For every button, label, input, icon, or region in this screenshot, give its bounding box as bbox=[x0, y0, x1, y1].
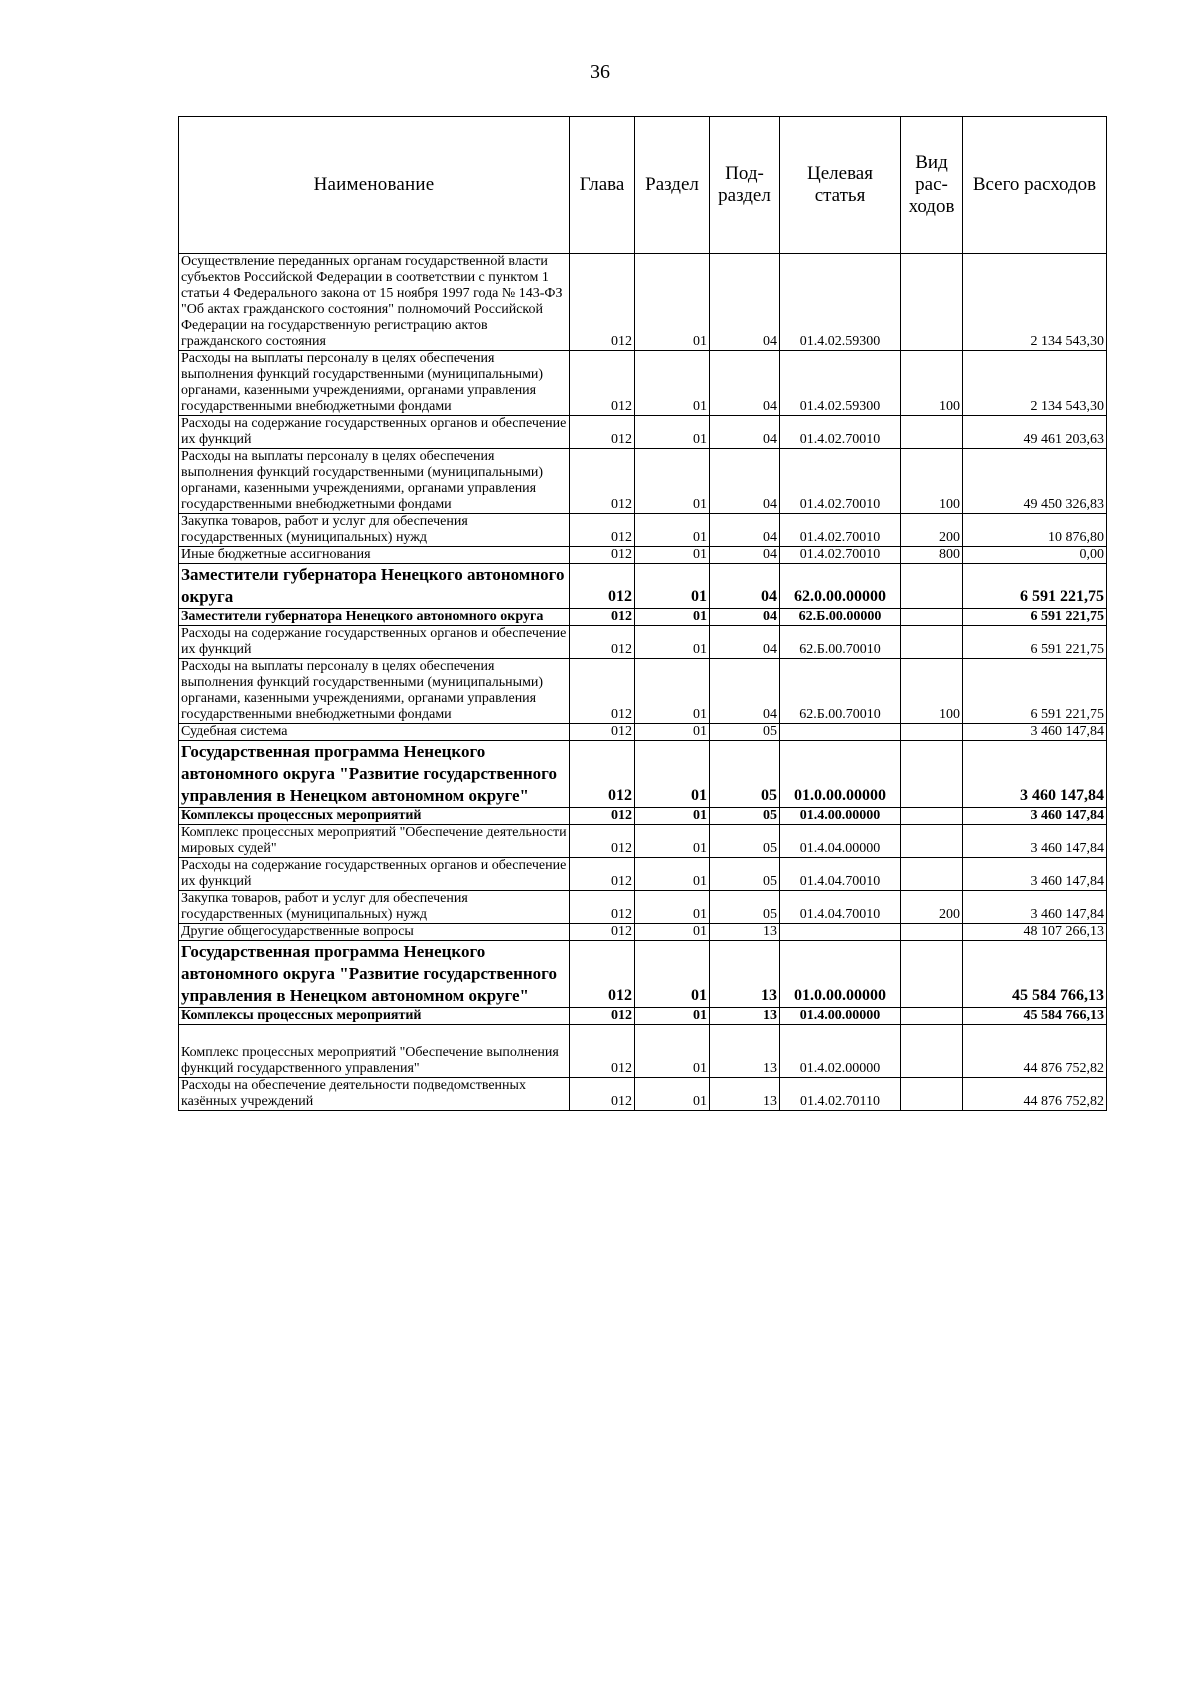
cell-target: 01.4.02.00000 bbox=[780, 1025, 901, 1078]
cell-target: 01.0.00.00000 bbox=[780, 941, 901, 1008]
cell-name: Заместители губернатора Ненецкого автономного округа bbox=[179, 609, 570, 626]
cell-total: 45 584 766,13 bbox=[963, 1008, 1107, 1025]
cell-subsection: 04 bbox=[710, 254, 780, 351]
table-row bbox=[179, 547, 1107, 564]
cell-total: 45 584 766,13 bbox=[963, 941, 1107, 1008]
cell-expense-type: 100 bbox=[901, 659, 963, 724]
cell-subsection: 13 bbox=[710, 1008, 780, 1025]
cell-subsection: 05 bbox=[710, 858, 780, 891]
cell-expense-type bbox=[901, 858, 963, 891]
cell-name: Расходы на содержание государственных органов и обеспечение их функций bbox=[179, 626, 570, 659]
cell-chapter: 012 bbox=[570, 825, 635, 858]
cell-name: Заместители губернатора Ненецкого автономного округа bbox=[179, 564, 570, 609]
cell-expense-type bbox=[901, 741, 963, 808]
cell-chapter: 012 bbox=[570, 724, 635, 741]
cell-chapter: 012 bbox=[570, 1078, 635, 1111]
cell-target bbox=[780, 924, 901, 941]
cell-subsection: 05 bbox=[710, 808, 780, 825]
table-row bbox=[179, 626, 1107, 659]
cell-chapter: 012 bbox=[570, 941, 635, 1008]
cell-section: 01 bbox=[635, 924, 710, 941]
table-row bbox=[179, 825, 1107, 858]
cell-subsection: 04 bbox=[710, 514, 780, 547]
table-row bbox=[179, 449, 1107, 514]
cell-total: 48 107 266,13 bbox=[963, 924, 1107, 941]
table-row bbox=[179, 858, 1107, 891]
cell-target: 01.0.00.00000 bbox=[780, 741, 901, 808]
cell-section: 01 bbox=[635, 724, 710, 741]
cell-target: 62.Б.00.00000 bbox=[780, 609, 901, 626]
cell-chapter: 012 bbox=[570, 254, 635, 351]
cell-expense-type: 200 bbox=[901, 891, 963, 924]
cell-chapter: 012 bbox=[570, 547, 635, 564]
cell-total: 2 134 543,30 bbox=[963, 254, 1107, 351]
cell-name: Судебная система bbox=[179, 724, 570, 741]
cell-chapter: 012 bbox=[570, 924, 635, 941]
cell-total: 6 591 221,75 bbox=[963, 564, 1107, 609]
cell-total: 49 461 203,63 bbox=[963, 416, 1107, 449]
cell-subsection: 13 bbox=[710, 1078, 780, 1111]
cell-section: 01 bbox=[635, 825, 710, 858]
cell-expense-type bbox=[901, 564, 963, 609]
cell-subsection: 04 bbox=[710, 449, 780, 514]
table-row bbox=[179, 609, 1107, 626]
cell-name: Комплекс процессных мероприятий "Обеспечение деятельности мировых судей" bbox=[179, 825, 570, 858]
cell-target: 01.4.04.00000 bbox=[780, 825, 901, 858]
cell-section: 01 bbox=[635, 1008, 710, 1025]
cell-name: Закупка товаров, работ и услуг для обеспечения государственных (муниципальных) нужд bbox=[179, 891, 570, 924]
cell-chapter: 012 bbox=[570, 858, 635, 891]
cell-total: 49 450 326,83 bbox=[963, 449, 1107, 514]
table-row bbox=[179, 924, 1107, 941]
header-target: Целевая статья bbox=[780, 117, 901, 254]
table-body bbox=[179, 254, 1107, 1111]
cell-subsection: 05 bbox=[710, 825, 780, 858]
cell-target: 62.Б.00.70010 bbox=[780, 626, 901, 659]
table-row bbox=[179, 514, 1107, 547]
cell-total: 3 460 147,84 bbox=[963, 741, 1107, 808]
cell-expense-type: 800 bbox=[901, 547, 963, 564]
cell-section: 01 bbox=[635, 514, 710, 547]
cell-name: Расходы на обеспечение деятельности подведомственных казённых учреждений bbox=[179, 1078, 570, 1111]
cell-name: Комплекс процессных мероприятий "Обеспечение выполнения функций государственного управления" bbox=[179, 1025, 570, 1078]
cell-total: 6 591 221,75 bbox=[963, 626, 1107, 659]
table-row bbox=[179, 891, 1107, 924]
table-row bbox=[179, 254, 1107, 351]
cell-target: 01.4.00.00000 bbox=[780, 808, 901, 825]
cell-subsection: 04 bbox=[710, 547, 780, 564]
cell-name: Государственная программа Ненецкого автономного округа "Развитие государственного управления в Ненецком автономном округе" bbox=[179, 941, 570, 1008]
cell-section: 01 bbox=[635, 1078, 710, 1111]
cell-expense-type bbox=[901, 254, 963, 351]
cell-chapter: 012 bbox=[570, 1025, 635, 1078]
cell-name: Комплексы процессных мероприятий bbox=[179, 1008, 570, 1025]
table-row bbox=[179, 564, 1107, 609]
cell-section: 01 bbox=[635, 547, 710, 564]
cell-target: 01.4.04.70010 bbox=[780, 858, 901, 891]
cell-chapter: 012 bbox=[570, 609, 635, 626]
cell-subsection: 04 bbox=[710, 416, 780, 449]
cell-section: 01 bbox=[635, 351, 710, 416]
cell-subsection: 05 bbox=[710, 741, 780, 808]
cell-name: Расходы на выплаты персоналу в целях обеспечения выполнения функций государственными (муниципальными) органами, казенными учреждениями, органами управления государственными внебюджетными фондами bbox=[179, 351, 570, 416]
cell-section: 01 bbox=[635, 659, 710, 724]
cell-chapter: 012 bbox=[570, 351, 635, 416]
table-row bbox=[179, 724, 1107, 741]
header-total: Всего расходов bbox=[963, 117, 1107, 254]
cell-section: 01 bbox=[635, 741, 710, 808]
cell-total: 6 591 221,75 bbox=[963, 609, 1107, 626]
cell-subsection: 04 bbox=[710, 351, 780, 416]
cell-expense-type bbox=[901, 825, 963, 858]
cell-total: 3 460 147,84 bbox=[963, 808, 1107, 825]
cell-section: 01 bbox=[635, 808, 710, 825]
cell-subsection: 04 bbox=[710, 659, 780, 724]
cell-section: 01 bbox=[635, 891, 710, 924]
cell-name: Другие общегосударственные вопросы bbox=[179, 924, 570, 941]
cell-expense-type bbox=[901, 1008, 963, 1025]
cell-target: 01.4.02.59300 bbox=[780, 351, 901, 416]
cell-total: 6 591 221,75 bbox=[963, 659, 1107, 724]
header-name: Наименование bbox=[179, 117, 570, 254]
cell-name: Расходы на содержание государственных органов и обеспечение их функций bbox=[179, 416, 570, 449]
table-row bbox=[179, 808, 1107, 825]
cell-name: Государственная программа Ненецкого автономного округа "Развитие государственного управления в Ненецком автономном округе" bbox=[179, 741, 570, 808]
cell-chapter: 012 bbox=[570, 626, 635, 659]
cell-expense-type bbox=[901, 609, 963, 626]
cell-target: 01.4.04.70010 bbox=[780, 891, 901, 924]
cell-target: 01.4.02.70010 bbox=[780, 514, 901, 547]
cell-total: 3 460 147,84 bbox=[963, 858, 1107, 891]
cell-name: Расходы на выплаты персоналу в целях обеспечения выполнения функций государственными (муниципальными) органами, казенными учреждениями, органами управления государственными внебюджетными фондами bbox=[179, 659, 570, 724]
cell-section: 01 bbox=[635, 858, 710, 891]
table-row bbox=[179, 741, 1107, 808]
cell-target: 01.4.00.00000 bbox=[780, 1008, 901, 1025]
cell-section: 01 bbox=[635, 626, 710, 659]
cell-section: 01 bbox=[635, 416, 710, 449]
table-header-row bbox=[179, 117, 1107, 254]
cell-subsection: 13 bbox=[710, 941, 780, 1008]
cell-chapter: 012 bbox=[570, 741, 635, 808]
cell-subsection: 04 bbox=[710, 609, 780, 626]
cell-expense-type bbox=[901, 416, 963, 449]
cell-expense-type bbox=[901, 941, 963, 1008]
cell-total: 10 876,80 bbox=[963, 514, 1107, 547]
table-row bbox=[179, 1025, 1107, 1078]
cell-subsection: 04 bbox=[710, 564, 780, 609]
cell-section: 01 bbox=[635, 564, 710, 609]
cell-subsection: 04 bbox=[710, 626, 780, 659]
cell-name: Закупка товаров, работ и услуг для обеспечения государственных (муниципальных) нужд bbox=[179, 514, 570, 547]
cell-expense-type bbox=[901, 808, 963, 825]
header-subsection: Под- раздел bbox=[710, 117, 780, 254]
cell-expense-type bbox=[901, 924, 963, 941]
cell-target: 01.4.02.70110 bbox=[780, 1078, 901, 1111]
cell-subsection: 05 bbox=[710, 891, 780, 924]
cell-subsection: 13 bbox=[710, 924, 780, 941]
cell-chapter: 012 bbox=[570, 659, 635, 724]
cell-chapter: 012 bbox=[570, 564, 635, 609]
table-row bbox=[179, 659, 1107, 724]
cell-target: 01.4.02.59300 bbox=[780, 254, 901, 351]
cell-total: 44 876 752,82 bbox=[963, 1078, 1107, 1111]
cell-target: 62.Б.00.70010 bbox=[780, 659, 901, 724]
cell-target: 01.4.02.70010 bbox=[780, 449, 901, 514]
cell-expense-type bbox=[901, 626, 963, 659]
cell-expense-type: 100 bbox=[901, 351, 963, 416]
cell-name: Комплексы процессных мероприятий bbox=[179, 808, 570, 825]
page-number: 36 bbox=[590, 61, 610, 83]
table-row bbox=[179, 1008, 1107, 1025]
cell-chapter: 012 bbox=[570, 1008, 635, 1025]
table-row bbox=[179, 351, 1107, 416]
cell-total: 3 460 147,84 bbox=[963, 825, 1107, 858]
cell-expense-type bbox=[901, 724, 963, 741]
cell-section: 01 bbox=[635, 609, 710, 626]
cell-chapter: 012 bbox=[570, 891, 635, 924]
table-row bbox=[179, 1078, 1107, 1111]
cell-expense-type: 100 bbox=[901, 449, 963, 514]
header-section: Раздел bbox=[635, 117, 710, 254]
cell-expense-type bbox=[901, 1078, 963, 1111]
cell-section: 01 bbox=[635, 941, 710, 1008]
cell-chapter: 012 bbox=[570, 449, 635, 514]
cell-total: 3 460 147,84 bbox=[963, 724, 1107, 741]
cell-target: 01.4.02.70010 bbox=[780, 547, 901, 564]
cell-target: 62.0.00.00000 bbox=[780, 564, 901, 609]
cell-chapter: 012 bbox=[570, 416, 635, 449]
header-chapter: Глава bbox=[570, 117, 635, 254]
cell-section: 01 bbox=[635, 449, 710, 514]
cell-subsection: 05 bbox=[710, 724, 780, 741]
cell-expense-type bbox=[901, 1025, 963, 1078]
cell-section: 01 bbox=[635, 254, 710, 351]
cell-name: Расходы на содержание государственных органов и обеспечение их функций bbox=[179, 858, 570, 891]
cell-section: 01 bbox=[635, 1025, 710, 1078]
cell-total: 3 460 147,84 bbox=[963, 891, 1107, 924]
cell-name: Осуществление переданных органам государственной власти субъектов Российской Федерации в соответствии с пунктом 1 статьи 4 Федерального закона от 15 ноября 1997 года № 143-ФЗ "Об актах гражданского состояния" полномочий Российской Федерации на государственную регистрацию актов гражданского состояния bbox=[179, 254, 570, 351]
cell-chapter: 012 bbox=[570, 808, 635, 825]
header-expense-type: Вид рас- ходов bbox=[901, 117, 963, 254]
cell-total: 0,00 bbox=[963, 547, 1107, 564]
cell-target bbox=[780, 724, 901, 741]
table-row bbox=[179, 941, 1107, 1008]
table-row bbox=[179, 416, 1107, 449]
cell-subsection: 13 bbox=[710, 1025, 780, 1078]
cell-expense-type: 200 bbox=[901, 514, 963, 547]
cell-name: Расходы на выплаты персоналу в целях обеспечения выполнения функций государственными (муниципальными) органами, казенными учреждениями, органами управления государственными внебюджетными фондами bbox=[179, 449, 570, 514]
cell-total: 44 876 752,82 bbox=[963, 1025, 1107, 1078]
cell-total: 2 134 543,30 bbox=[963, 351, 1107, 416]
cell-name: Иные бюджетные ассигнования bbox=[179, 547, 570, 564]
expense-table bbox=[178, 116, 1107, 1111]
cell-target: 01.4.02.70010 bbox=[780, 416, 901, 449]
cell-chapter: 012 bbox=[570, 514, 635, 547]
